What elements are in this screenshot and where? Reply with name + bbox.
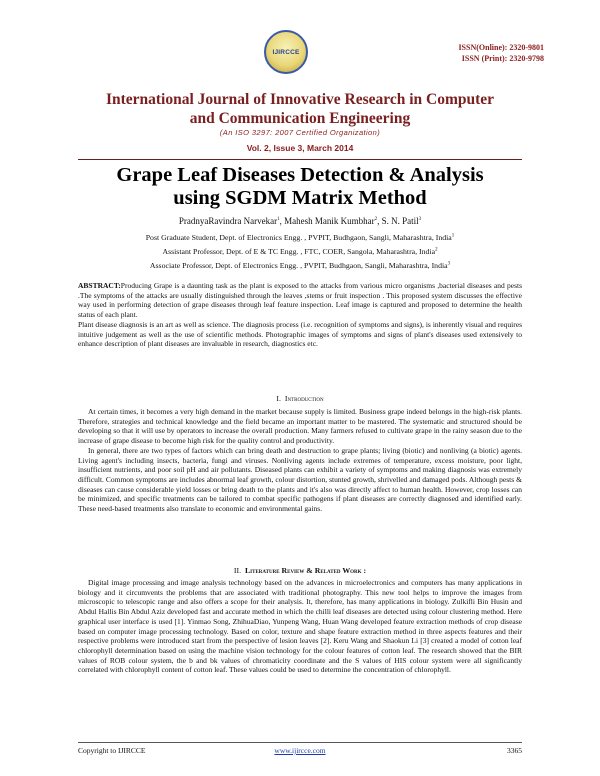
issn-block xyxy=(458,42,544,64)
journal-title xyxy=(0,90,600,128)
author-sup: 3 xyxy=(418,217,422,222)
affiliation-sup: 2 xyxy=(435,247,438,253)
author-name: S. N. Patil xyxy=(381,216,419,226)
paper-title xyxy=(0,164,600,210)
paragraph: At certain times, it becomes a very high demand in the market because supply is limited. Business grape indeed belongs in the high-risk plants. Therefore, strategies and technical knowledge and the field became an important matter to be mastered. The systematic and structured should be developing so that it will use by operators to increase the overall production. Many farmers refused to cultivate grape in the rainy season due to the increase of grape disease to become high risk for the quality control and productivity. xyxy=(78,407,522,446)
literature-body xyxy=(78,578,522,675)
author-name: Mahesh Manik Kumbhar xyxy=(284,216,375,226)
author-list: PradnyaRavindra Narvekar$^1$, Mahesh Manik Kumbhar$^2$, S. N. Patil$^3$ xyxy=(178,216,422,226)
section-title: Introduction xyxy=(284,394,324,403)
abstract-label: ABSTRACT: xyxy=(78,281,121,290)
abstract-para xyxy=(78,281,522,320)
paper-title-line2: using SGDM Matrix Method xyxy=(173,187,427,209)
abstract xyxy=(78,281,522,349)
paragraph: In general, there are two types of factors which can bring death and destruction to grape plants; living (biotic) and nonliving (a biotic) agents. Living agent's including insects, bacteria, fungi and viruses. Nonliving agents include extremes of temperature, excess moisture, poor light, insufficient nutrients, and poor soil pH and air pollutants. Diseased plants can exhibit a variety of symptoms and making diagnosis was extremely difficult. Common symptoms are includes abnormal leaf growth, colour distortion, stunted growth, shrivelled and damaged pods. Although pests & diseases can cause considerable yield losses or bring death to the plants and it's also was directly affect to human health. However, crop losses can be minimized, and specific treatments can be tailored to combat specific pathogens if plant diseases are correctly diagnosed and identified early. These need-based treatments also translate to economic and environmental gains. xyxy=(78,445,522,514)
journal-title-line2: and Communication Engineering xyxy=(189,110,411,127)
journal-logo xyxy=(264,30,308,74)
issn-online: ISSN(Online): 2320-9801 xyxy=(458,43,544,52)
affiliation-text: Associate Professor, Dept. of Electronics Engg. , PVPIT, Budhgaon, Sangli, Maharashtra, India xyxy=(149,261,448,270)
section-title: Literature Review & Related Work : xyxy=(244,566,367,575)
author-name: PradnyaRavindra Narvekar xyxy=(178,216,278,226)
issn-print: ISSN (Print): 2320-9798 xyxy=(461,54,544,63)
footer-copyright: Copyright to IJIRCCE xyxy=(78,746,146,755)
affiliation-text: Assistant Professor, Dept. of E & TC Engg. , FTC, COER, Sangola, Maharashtra, India xyxy=(162,247,436,256)
footer-divider xyxy=(78,742,522,743)
logo-text: IJIRCCE xyxy=(272,48,300,56)
section-heading-introduction xyxy=(0,394,600,403)
journal-title-line1: International Journal of Innovative Research in Computer xyxy=(105,91,495,108)
section-number: I. xyxy=(276,394,281,403)
page-number: 3365 xyxy=(507,746,522,755)
introduction-body xyxy=(78,407,522,514)
section-heading-literature xyxy=(0,566,600,575)
section-number: II. xyxy=(233,566,242,575)
paragraph: Digital image processing and image analysis technology based on the advances in microelectronics and computers has many applications in biology and it circumvents the problems that are associated with traditional photography. This new tool helps to improve the images from microscopic to telescopic range and also offers a scope for their analysis. It, therefore, has many applications in biology. Zulkifli Bin Husin and Abdul Hallis Bin Abdul Aziz developed fast and accurate method in which the chilli leaf diseases are detected using colour clustering method. Here graphical user interface is used [1]. Yinmao Song, ZhihuaDiao, Yunpeng Wang, Huan Wang developed feature extraction methods of crop disease based on computer image processing technology. Based on color, texture and shape feature extraction method in three aspects features and their respective problems were introduced start from the perspective of lesion leaves [2]. Keru Wang and Shaokun Li [3] created a model of cotton leaf chlorophyll determination based on using the machine vision technology for the colour features of cotton leaf. The research showed that the BIR values of ROB colour system, the b and bk values of chromaticity coordinate and the S values of HIS colour system were all significantly correlated with chlorophyll content of cotton leaf. These values could be used to determine the concentration of chlorophyll. xyxy=(78,578,522,675)
affiliation-sup: 1 xyxy=(451,233,455,239)
header-divider xyxy=(78,159,522,160)
paper-title-line1: Grape Leaf Diseases Detection & Analysis xyxy=(116,164,484,186)
iso-certification: (An ISO 3297: 2007 Certified Organization) xyxy=(219,128,381,137)
affiliation-sup: 3 xyxy=(447,261,451,267)
affiliation-text: Post Graduate Student, Dept. of Electronics Engg. , PVPIT, Budhgaon, Sangli, Maharashtra, India xyxy=(145,233,452,242)
footer-url-link[interactable]: www.ijircce.com xyxy=(274,746,326,755)
author-sup: 1 xyxy=(277,217,280,222)
abstract-para: Plant disease diagnosis is an art as well as science. The diagnosis process (i.e. recognition of symptoms and signs), is inherently visual and requires intuitive judgement as well as the use of scientific methods. Photographic images of symptoms and signs of plant's diseases used extensively to enhance description of plant diseases are invaluable in research, diagnostics etc. xyxy=(78,319,522,349)
volume-issue: Vol. 2, Issue 3, March 2014 xyxy=(246,143,354,153)
abstract-text: Producing Grape is a daunting task as the plant is exposed to the attacks from various micro organisms ,bacterial diseases and pests .The symptoms of the attacks are usually distinguished through the leaves ,stems or fruit inspection . This proposed system discusses the effective way used in performing detection of grape diseases through leaf feature inspection. Leaf image is captured and proposed to determine the health status of each plant. xyxy=(78,281,522,320)
affiliation xyxy=(0,233,600,242)
affiliation xyxy=(0,261,600,270)
affiliation xyxy=(0,247,600,256)
author-sup: 2 xyxy=(374,217,378,222)
